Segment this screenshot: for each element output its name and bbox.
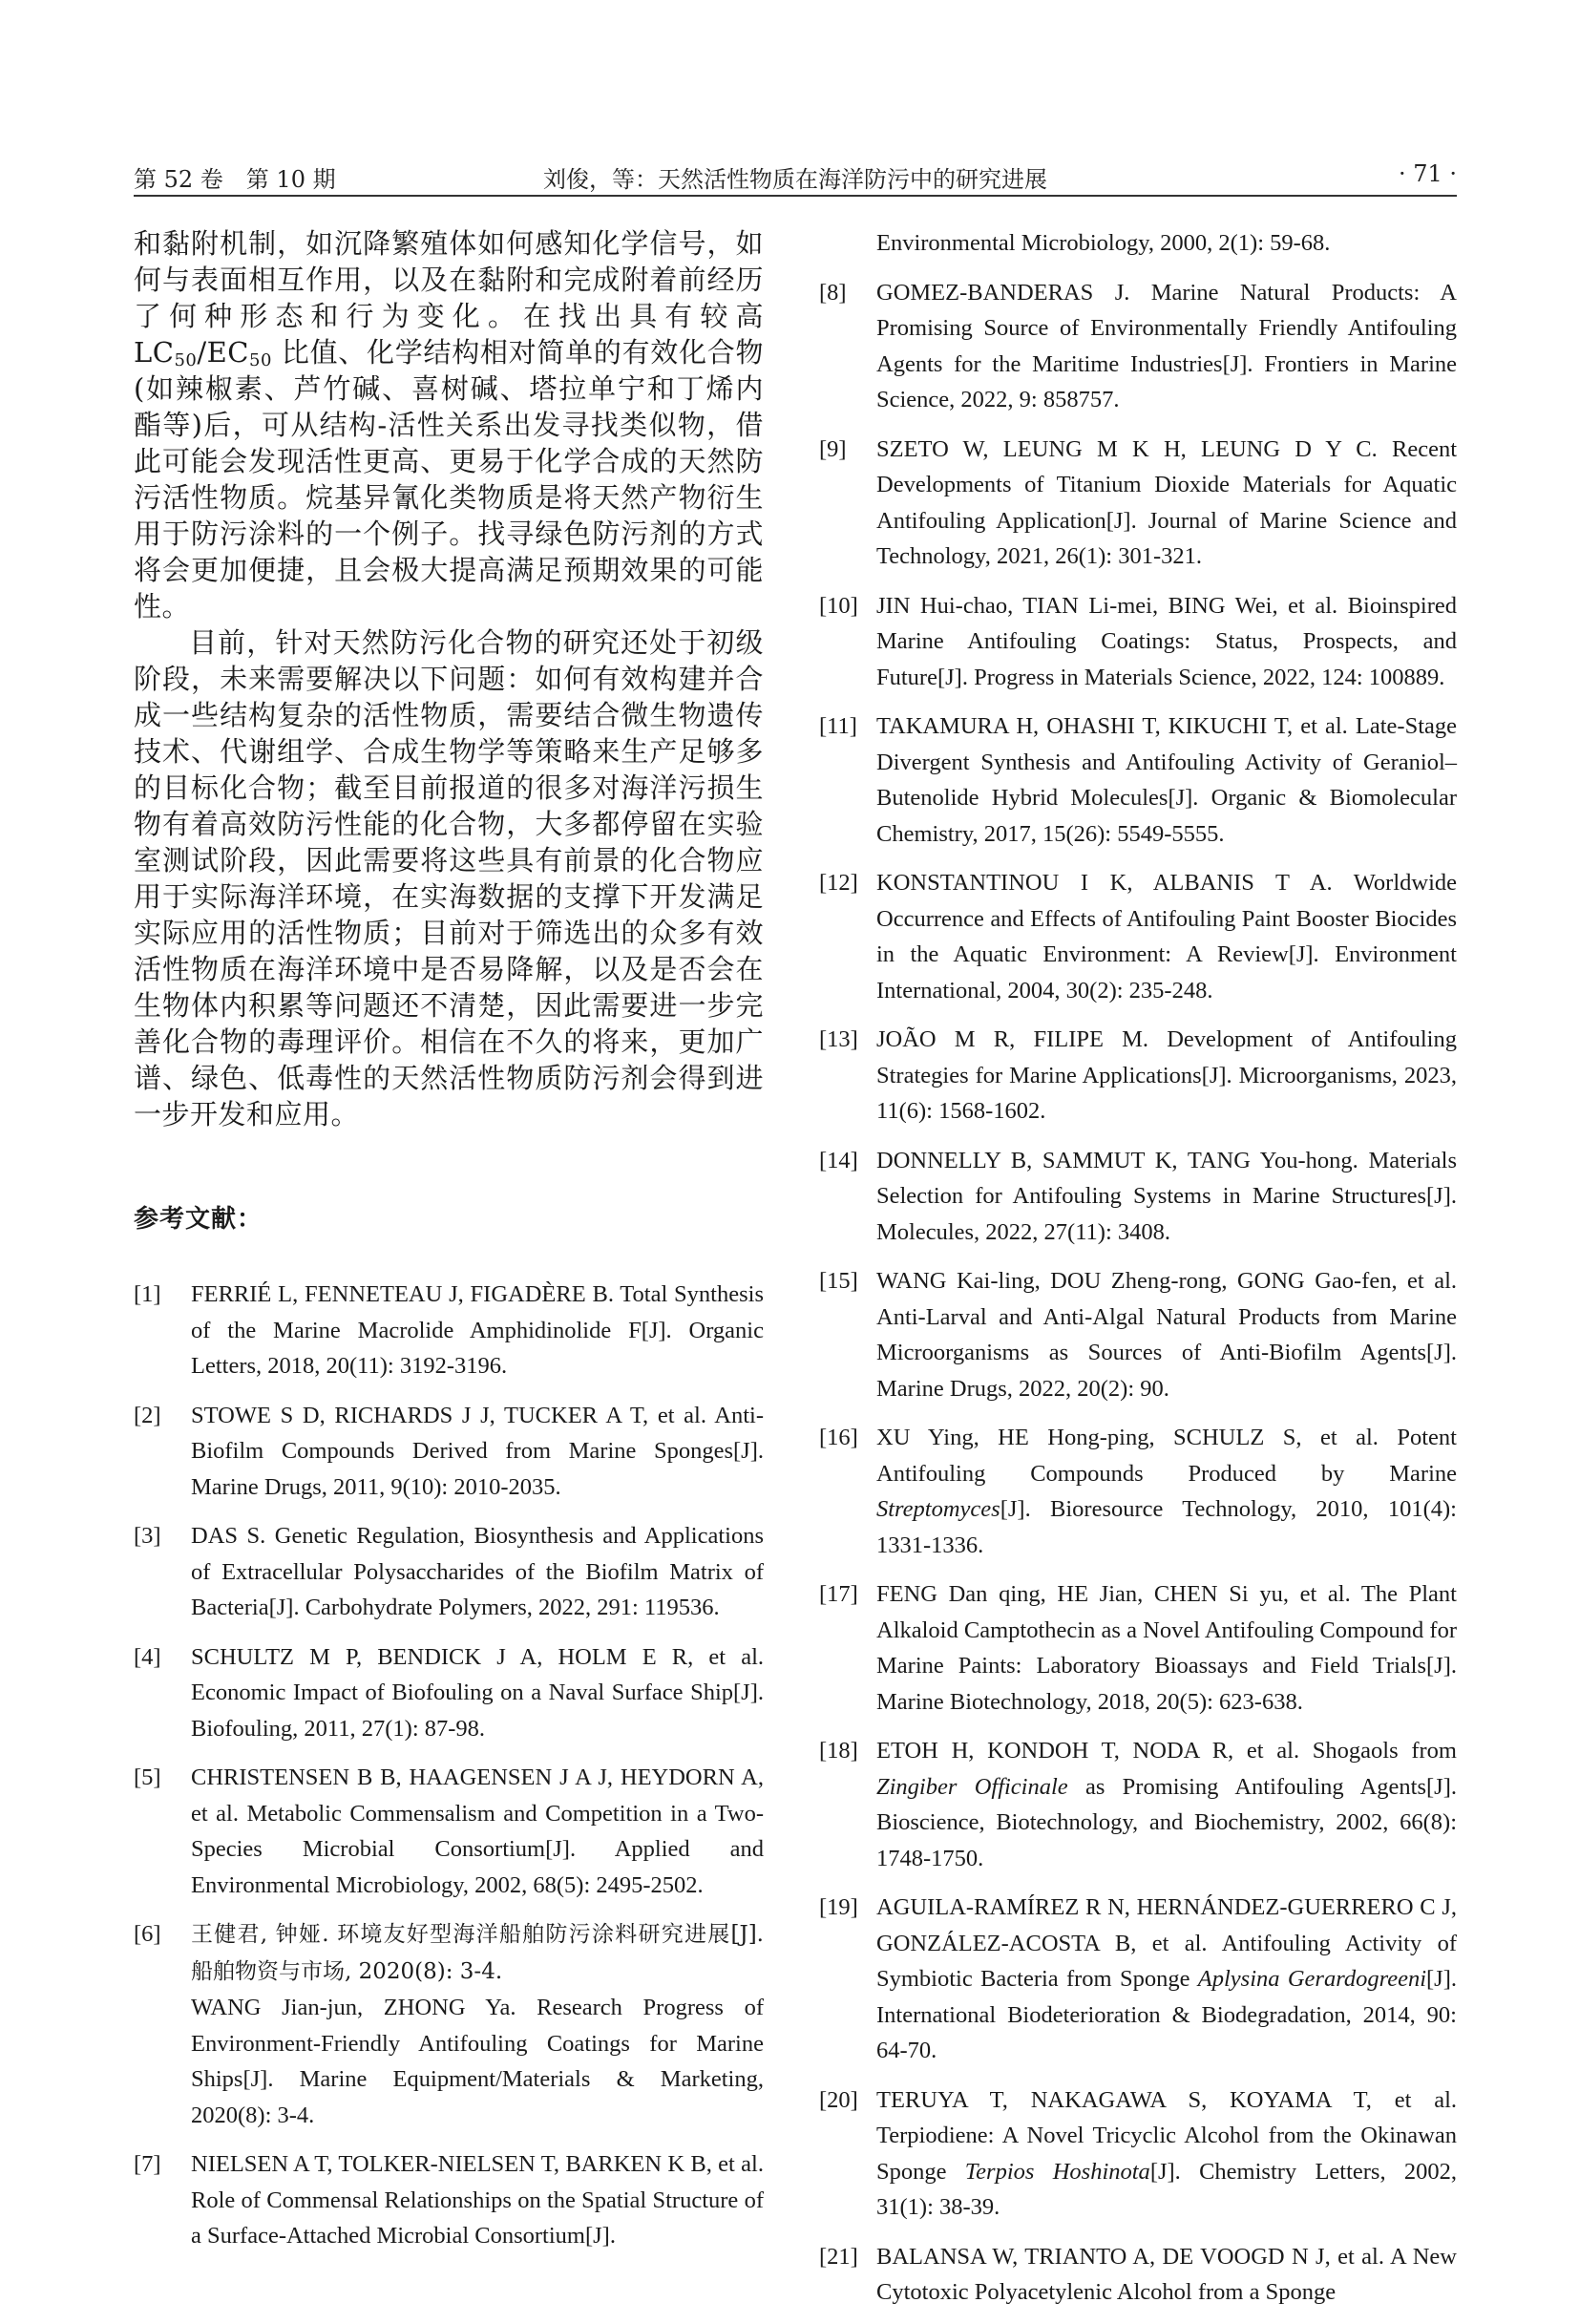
reference-text-segment: GOMEZ-BANDERAS J. Marine Natural Products: A Promising Source of Environmentally Friendly Antifouling Agents for the Maritime Industries[J]. Frontiers in Marine Science, 2022, 9: 858757. xyxy=(876,279,1457,412)
reference-text-segment: JOÃO M R, FILIPE M. Development of Antifouling Strategies for Marine Applications[J]. Microorganisms, 2023, 11(6): 1568-1602. xyxy=(876,1026,1457,1124)
reference-item xyxy=(134,1277,764,1384)
reference-text xyxy=(191,1760,764,1903)
reference-item xyxy=(819,2082,1457,2226)
reference-item xyxy=(819,1022,1457,1130)
reference-text-segment: SCHULTZ M P, BENDICK J A, HOLM E R, et al. Economic Impact of Biofouling on a Naval Surface Ship[J]. Biofouling, 2011, 27(1): 87-98. xyxy=(191,1643,764,1742)
reference-text-segment: JIN Hui-chao, TIAN Li-mei, BING Wei, et al. Bioinspired Marine Antifouling Coatings: Status, Prospects, and Future[J]. Progress in Materials Science, 2022, 124: 100889. xyxy=(876,592,1457,690)
reference-text xyxy=(876,865,1457,1008)
page-number: · 71 · xyxy=(1398,160,1457,187)
reference-text-segment: CHRISTENSEN B B, HAAGENSEN J A J, HEYDORN A, et al. Metabolic Commensalism and Competition in a Two-Species Microbial Consortium[J]. Applied and Environmental Microbiology, 2002, 68(5): 2495-2502. xyxy=(191,1764,764,1898)
reference-text xyxy=(876,588,1457,696)
reference-item xyxy=(134,1639,764,1747)
reference-text xyxy=(876,1733,1457,1876)
reference-number: [18] xyxy=(819,1738,858,1764)
running-header xyxy=(134,153,1457,191)
reference-item xyxy=(819,1143,1457,1251)
reference-text xyxy=(876,1143,1457,1251)
reference-item xyxy=(819,1890,1457,2069)
volume-issue: 第 52 卷 第 10 期 xyxy=(134,166,336,193)
running-title: 刘俊，等：天然活性物质在海洋防污中的研究进展 xyxy=(543,166,1047,193)
reference-number: [4] xyxy=(134,1643,161,1670)
reference-item xyxy=(134,1398,764,1506)
reference-text-segment: KONSTANTINOU I K, ALBANIS T A. Worldwide Occurrence and Effects of Antifouling Paint Booster Biocides in the Aquatic Environment: A Review[J]. Environment International, 2004, 30(2): 235-248. xyxy=(876,870,1457,1004)
reference-number: [7] xyxy=(134,2151,161,2177)
reference-italic-name: Terpios Hoshinota xyxy=(964,2158,1150,2185)
reference-item xyxy=(134,1518,764,1626)
reference-italic-name: Aplysina Gerardogreeni xyxy=(1197,1966,1427,1992)
reference-number: [9] xyxy=(819,435,847,462)
reference-text-segment: 王健君, 钟娅. 环境友好型海洋船舶防污涂料研究进展[J]. 船舶物资与市场, 2020(8): 3-4. xyxy=(191,1922,764,1984)
reference-item xyxy=(819,865,1457,1008)
reference-item xyxy=(819,432,1457,575)
reference-number: [14] xyxy=(819,1147,858,1173)
left-column xyxy=(134,225,764,2268)
reference-number: [20] xyxy=(819,2086,858,2113)
reference-text xyxy=(191,1916,764,2133)
reference-italic-name: Streptomyces xyxy=(876,1496,1000,1522)
reference-text xyxy=(876,2082,1457,2226)
right-column xyxy=(819,225,1457,2324)
body-paragraph-2: 目前，针对天然防污化合物的研究还处于初级阶段，未来需要解决以下问题：如何有效构建并合成一些结构复杂的活性物质，需要结合微生物遗传技术、代谢组学、合成生物学等策略来生产足够多的目标化合物；截至目前报道的很多对海洋污损生物有着高效防污性能的化合物，大多都停留在实验室测试阶段，因此需要将这些具有前景的化合物应用于实际海洋环境，在实海数据的支撑下开发满足实际应用的活性物质；目前对于筛选出的众多有效活性物质在海洋环境中是否易降解，以及是否会在生物体内积累等问题还不清楚，因此需要进一步完善化合物的毒理评价。相信在不久的将来，更加广谱、绿色、低毒性的天然活性物质防污剂会得到进一步开发和应用。 xyxy=(134,626,764,1130)
reference-text xyxy=(876,2239,1457,2311)
reference-number: [17] xyxy=(819,1581,858,1607)
reference-list-right xyxy=(819,275,1457,2311)
reference-list-left xyxy=(134,1277,764,2254)
reference-text-segment: FERRIÉ L, FENNETEAU J, FIGADÈRE B. Total Synthesis of the Marine Macrolide Amphidinolide F[J]. Organic Letters, 2018, 20(11): 3192-3196. xyxy=(191,1281,764,1379)
reference-number: [11] xyxy=(819,713,857,739)
reference-text-segment: TERUYA T, NAKAGAWA S, KOYAMA T, et al. Terpiodiene: A Novel Tricyclic Alcohol from the Okinawan Sponge xyxy=(876,2086,1457,2185)
reference-text-segment: ETOH H, KONDOH T, NODA R, et al. Shogaols from xyxy=(876,1738,1457,1764)
header-rule xyxy=(134,195,1457,197)
reference-text-segment: [J]. International Biodeterioration & Biodegradation, 2014, 90: 64-70. xyxy=(876,1966,1457,2063)
reference-item xyxy=(819,275,1457,418)
paragraph-text: 比值、化学结构相对简单的有效化合物(如辣椒素、芦竹碱、喜树碱、塔拉单宁和丁烯内酯等)后，可从结构-活性关系出发寻找类似物，借此可能会发现活性更高、更易于化学合成的天然防污活性物质。烷基异氰化类物质是将天然产物衍生用于防污涂料的一个例子。找寻绿色防污剂的方式将会更加便捷，且会极大提高满足预期效果的可能性。 xyxy=(134,336,764,623)
subscript: 50 xyxy=(249,350,272,370)
reference-text-segment: WANG Kai-ling, DOU Zheng-rong, GONG Gao-fen, et al. Anti-Larval and Anti-Algal Natural Products from Marine Microorganisms as Sources of Anti-Biofilm Agents[J]. Marine Drugs, 2022, 20(2): 90. xyxy=(876,1268,1457,1402)
reference-text-segment: SZETO W, LEUNG M K H, LEUNG D Y C. Recent Developments of Titanium Dioxide Materials for Aquatic Antifouling Application[J]. Journal of Marine Science and Technology, 2021, 26(1): 301-321. xyxy=(876,435,1457,569)
reference-number: [12] xyxy=(819,870,858,896)
subscript: 50 xyxy=(174,350,198,370)
reference-text-segment: BALANSA W, TRIANTO A, DE VOOGD N J, et al. A New Cytotoxic Polyacetylenic Alcohol from a Sponge xyxy=(876,2243,1457,2305)
reference-text xyxy=(191,1398,764,1506)
reference-number: [1] xyxy=(134,1281,161,1307)
paragraph-text: 和黏附机制，如沉降繁殖体如何感知化学信号，如何与表面相互作用，以及在黏附和完成附着前经历了何种形态和行为变化。在找出具有较高 LC xyxy=(134,227,764,369)
reference-item xyxy=(819,2239,1457,2311)
reference-text-segment: DONNELLY B, SAMMUT K, TANG You-hong. Materials Selection for Antifouling Systems in Marine Structures[J]. Molecules, 2022, 27(11): 3408. xyxy=(876,1147,1457,1245)
reference-item xyxy=(134,2146,764,2254)
reference-text-segment: STOWE S D, RICHARDS J J, TUCKER A T, et al. Anti-Biofilm Compounds Derived from Marine Sponges[J]. Marine Drugs, 2011, 9(10): 2010-2035. xyxy=(191,1402,764,1500)
reference-italic-name: Zingiber Officinale xyxy=(876,1773,1068,1800)
reference-item xyxy=(819,1263,1457,1406)
reference-number: [19] xyxy=(819,1894,858,1920)
reference-number: [13] xyxy=(819,1026,858,1052)
references-heading: 参考文献： xyxy=(134,1205,263,1234)
reference-item xyxy=(819,588,1457,696)
reference-text-segment: [J]. Bioresource Technology, 2010, 101(4): 1331-1336. xyxy=(876,1496,1457,1558)
reference-text-segment: DAS S. Genetic Regulation, Biosynthesis and Applications of Extracellular Polysaccharides of the Biofilm Matrix of Bacteria[J]. Carbohydrate Polymers, 2022, 291: 119536. xyxy=(191,1523,764,1620)
reference-item xyxy=(819,1733,1457,1876)
paragraph-text: /EC xyxy=(197,336,249,369)
reference-text-segment: [J]. Chemistry Letters, 2002, 31(1): 38-39. xyxy=(876,2158,1458,2220)
reference-text xyxy=(191,1277,764,1384)
reference-text xyxy=(876,1263,1457,1406)
reference-text xyxy=(876,1420,1457,1563)
reference-item xyxy=(819,708,1457,852)
reference-number: [15] xyxy=(819,1268,858,1294)
reference-text-segment: AGUILA-RAMÍREZ R N, HERNÁNDEZ-GUERRERO C J, GONZÁLEZ-ACOSTA B, et al. Antifouling Activity of Symbiotic Bacteria from Sponge xyxy=(876,1894,1457,1992)
reference-text xyxy=(191,1518,764,1626)
body-paragraph-1 xyxy=(134,225,764,624)
reference-item xyxy=(134,1916,764,2133)
reference-text xyxy=(191,2146,764,2254)
reference-text xyxy=(876,1890,1457,2069)
reference-number: [3] xyxy=(134,1523,161,1549)
reference-number: [2] xyxy=(134,1402,161,1428)
reference-text-segment: NIELSEN A T, TOLKER-NIELSEN T, BARKEN K B, et al. Role of Commensal Relationships on the Spatial Structure of a Surface-Attached Microbial Consortium[J]. xyxy=(191,2151,764,2249)
reference-number: [16] xyxy=(819,1425,858,1450)
reference-text xyxy=(876,432,1457,575)
reference-text xyxy=(191,1639,764,1747)
reference-text-segment: FENG Dan qing, HE Jian, CHEN Si yu, et al. The Plant Alkaloid Camptothecin as a Novel Antifouling Compound for Marine Paints: Laboratory Bioassays and Field Trials[J]. Marine Biotechnology, 2018, 20(5): 623-638. xyxy=(876,1581,1457,1715)
reference-continuation xyxy=(819,225,1457,262)
reference-number: [5] xyxy=(134,1764,161,1790)
reference-text: Environmental Microbiology, 2000, 2(1): 59-68. xyxy=(876,230,1331,256)
reference-text-segment: TAKAMURA H, OHASHI T, KIKUCHI T, et al. Late-Stage Divergent Synthesis and Antifouling Activity of Geraniol–Butenolide Hybrid Molecules[J]. Organic & Biomolecular Chemistry, 2017, 15(26): 5549-5555. xyxy=(876,713,1457,847)
reference-item xyxy=(134,1760,764,1903)
reference-number: [21] xyxy=(819,2243,858,2270)
reference-item xyxy=(819,1576,1457,1720)
reference-number: [8] xyxy=(819,279,847,306)
reference-text-segment: as Promising Antifouling Agents[J]. Bioscience, Biotechnology, and Biochemistry, 2002, 66(8): 1748-1750. xyxy=(876,1773,1457,1871)
reference-text xyxy=(876,1576,1457,1720)
reference-text xyxy=(876,708,1457,852)
reference-text xyxy=(876,1022,1457,1130)
reference-number: [10] xyxy=(819,592,858,619)
reference-text xyxy=(876,275,1457,418)
reference-item xyxy=(819,1420,1457,1563)
reference-translation: WANG Jian-jun, ZHONG Ya. Research Progress of Environment-Friendly Antifouling Coatings for Marine Ships[J]. Marine Equipment/Materials & Marketing, 2020(8): 3-4. xyxy=(191,1995,764,2128)
reference-text-segment: XU Ying, HE Hong-ping, SCHULZ S, et al. Potent Antifouling Compounds Produced by Marine xyxy=(876,1425,1457,1487)
reference-number: [6] xyxy=(134,1921,161,1947)
